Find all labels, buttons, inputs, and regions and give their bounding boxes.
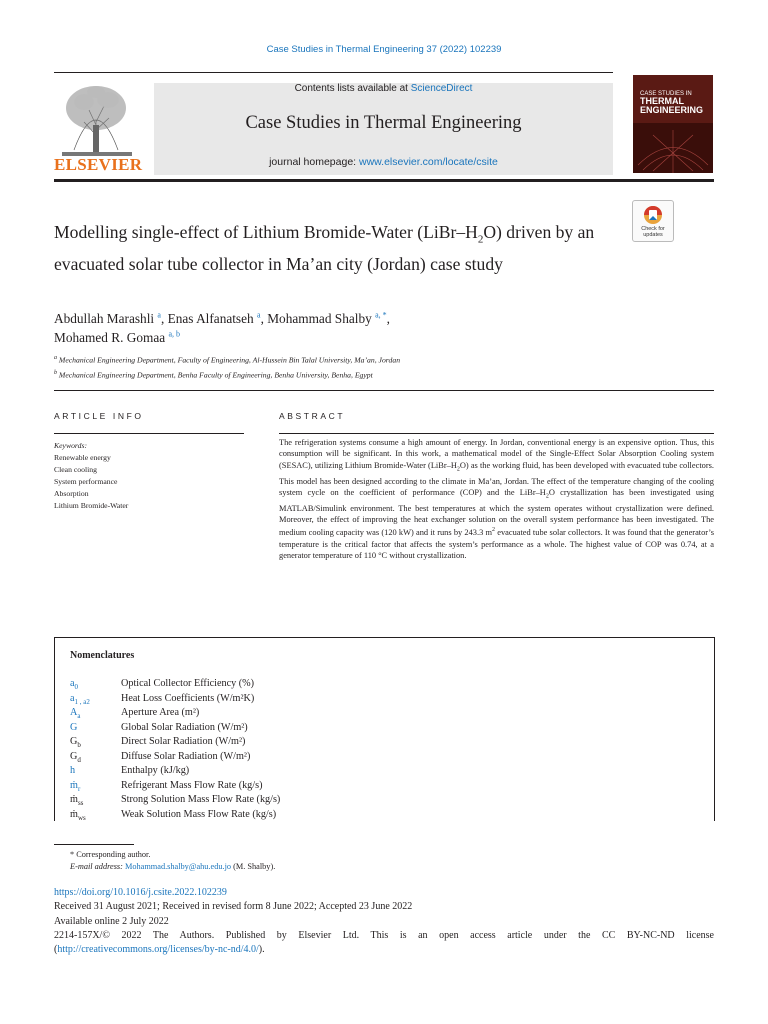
author-affiliation-marker[interactable]: a, *: [375, 310, 387, 320]
nomenclature-row: [70, 693, 670, 707]
keywords-label: Keywords:: [54, 441, 88, 450]
journal-cover-image[interactable]: [633, 75, 713, 173]
author-name: Mohamed R. Gomaa: [54, 330, 166, 345]
author-separator: ,: [386, 311, 390, 326]
symbol-sub: b: [77, 741, 81, 750]
nomenclature-heading: Nomenclatures: [70, 650, 135, 661]
nomenclature-description: Enthalpy (kJ/kg): [121, 765, 190, 776]
nomenclature-row: [70, 794, 670, 808]
nomenclature-symbol[interactable]: [70, 678, 78, 691]
author-separator: ,: [160, 311, 168, 326]
journal-title: Case Studies in Thermal Engineering: [245, 113, 522, 133]
abstract-heading: ABSTRACT: [279, 411, 346, 421]
email-link[interactable]: Mohammad.shalby@ahu.edu.jo: [125, 862, 232, 871]
nomenclature-description: Refrigerant Mass Flow Rate (kg/s): [121, 779, 263, 791]
abstract-p2: O) as the working fluid, has been developed with evacuated tube collectors. This model has been designed according to the climate in Ma’an, Jordan. The effect of the temperature changing of the cooling system cycle on the coefficient of performance (COP) and the LiBr–H: [279, 460, 714, 497]
symbol-base: G: [70, 750, 78, 762]
nomenclature-symbol[interactable]: [70, 780, 80, 793]
footnote-divider: [54, 844, 134, 845]
check-updates-label-1: Check for: [641, 226, 665, 232]
check-updates-label: [633, 226, 673, 238]
nomenclature-box: [54, 637, 715, 821]
title-subscript: 2: [477, 233, 484, 246]
doi-link[interactable]: https://doi.org/10.1016/j.csite.2022.102239: [54, 887, 227, 898]
symbol-base: ṁ: [70, 779, 78, 791]
cover-title-line2: THERMAL: [640, 96, 684, 106]
symbol-sub: a: [77, 712, 81, 721]
homepage-link[interactable]: www.elsevier.com/locate/csite: [359, 156, 498, 168]
publication-info: [54, 886, 714, 957]
license-close: ).: [258, 944, 265, 956]
nomenclature-symbol[interactable]: [70, 707, 80, 720]
nomenclature-symbol: [70, 809, 86, 822]
abstract-sub2: 2: [545, 493, 549, 500]
symbol-sub: r: [77, 784, 81, 793]
nomenclature-description: Aperture Area (m²): [121, 707, 200, 718]
author-affiliation-marker[interactable]: a: [257, 310, 261, 320]
nomenclature-description: Weak Solution Mass Flow Rate (kg/s): [121, 808, 277, 820]
abstract-sup1: 2: [492, 527, 496, 534]
nomenclature-description: Diffuse Solar Radiation (W/m²): [121, 750, 251, 762]
homepage-prefix: journal homepage:: [269, 156, 359, 168]
symbol-sub: ss: [77, 799, 84, 808]
check-for-updates-badge[interactable]: [632, 200, 674, 242]
abstract-p4: evacuated tube solar collectors. It was found that the generator’s temperature is the critical factor that affects the system’s performance as a whole. The highest value of COP was 0.74, at a generator temperature of 110 °C without crystallization.: [279, 528, 714, 560]
received-dates: Received 31 August 2021; Received in revised form 8 June 2022; Accepted 23 June 2022: [54, 901, 413, 913]
check-updates-label-2: updates: [643, 232, 663, 238]
symbol-sub: ws: [77, 813, 86, 822]
nomenclature-description: Strong Solution Mass Flow Rate (kg/s): [121, 794, 281, 805]
email-note: [54, 861, 654, 873]
title-part1: Modelling single-effect of Lithium Bromide-Water (LiBr–H: [54, 222, 478, 242]
header-thick-divider: [54, 179, 714, 182]
nomenclature-row: [70, 736, 670, 750]
affiliations: [54, 352, 654, 381]
symbol-base: h: [70, 765, 76, 776]
nomenclature-symbol: [70, 751, 81, 764]
symbol-base: ṁ: [70, 794, 78, 805]
keyword-item: Absorption: [54, 489, 89, 498]
nomenclature-symbol: [70, 794, 83, 807]
cover-title: [640, 91, 703, 115]
contents-line: [154, 83, 613, 94]
keyword-item: Renewable energy: [54, 453, 111, 462]
keyword-item: Lithium Bromide-Water: [54, 501, 129, 510]
corresponding-text: Corresponding author.: [76, 850, 151, 859]
symbol-base: A: [70, 707, 78, 718]
journal-homepage: [154, 156, 613, 168]
symbol-base: G: [70, 736, 78, 747]
abstract-text: [279, 437, 714, 561]
nomenclature-symbol[interactable]: [70, 693, 90, 706]
contents-prefix: Contents lists available at: [294, 83, 411, 94]
nomenclature-description: Global Solar Radiation (W/m²): [121, 721, 248, 733]
email-label: E-mail address:: [70, 862, 125, 871]
nomenclature-row: [70, 722, 670, 736]
cover-title-line3: ENGINEERING: [640, 105, 704, 115]
abstract-divider: [279, 433, 714, 434]
elsevier-wordmark: ELSEVIER: [54, 155, 143, 174]
nomenclature-description: Direct Solar Radiation (W/m²): [121, 736, 246, 747]
affiliation-marker: b: [54, 369, 57, 376]
nomenclature-symbol[interactable]: [70, 765, 75, 778]
available-online: Available online 2 July 2022: [54, 915, 169, 927]
affiliation-marker: a: [54, 355, 57, 361]
article-info-divider: [54, 433, 244, 434]
nomenclature-row: [70, 707, 670, 721]
footnotes: [54, 849, 654, 873]
author-name: Abdullah Marashli: [54, 311, 155, 326]
keywords-block: [54, 440, 254, 512]
symbol-sub: 0: [74, 683, 79, 692]
footnote-asterisk: *: [70, 850, 77, 859]
nomenclature-description: Heat Loss Coefficients (W/m²K): [121, 692, 255, 704]
abstract-p1: The refrigeration systems consume a high amount of energy. In Jordan, conventional energy is an expensive option. Thus, this consumption will be significant. In this work, a mathematical model of the Single-Effect Solar Absorption Cooling system (SESAC), utilizing Lithium Bromide-Water (LiBr–H: [279, 438, 714, 470]
keyword-item: Clean cooling: [54, 465, 97, 474]
affiliation-b: [54, 367, 654, 382]
author-name: Enas Alfanatseh: [167, 311, 254, 326]
symbol-base: ṁ: [70, 808, 78, 820]
author-separator: ,: [260, 311, 268, 326]
affiliation-text: Mechanical Engineering Department, Benha Faculty of Engineering, Benha University, Benha, Egypt: [58, 370, 373, 380]
cover-title-line1: CASE STUDIES IN: [640, 91, 692, 97]
abstract-sub1: 2: [456, 466, 460, 473]
article-info-heading: ARTICLE INFO: [54, 411, 144, 421]
author-affiliation-marker[interactable]: a: [157, 310, 161, 320]
license-open: (: [54, 944, 58, 956]
license-line: 2214-157X/© 2022 The Authors. Published by Elsevier Ltd. This is an open access article under the CC BY-NC-ND license: [54, 929, 714, 941]
journal-citation[interactable]: Case Studies in Thermal Engineering 37 (2022) 102239: [266, 44, 502, 55]
affiliation-a: [54, 352, 654, 367]
cover-graphic: [633, 75, 713, 173]
symbol-base: a: [70, 692, 75, 704]
license-url-line: [54, 943, 714, 957]
section-divider: [54, 390, 714, 391]
article-title: [54, 220, 624, 276]
nomenclature-row: [70, 809, 670, 823]
keyword-item: System performance: [54, 477, 118, 486]
sciencedirect-link[interactable]: ScienceDirect: [410, 83, 473, 94]
affiliation-text: Mechanical Engineering Department, Faculty of Engineering, Al-Hussein Bin Talal University, Ma’an, Jordan: [58, 355, 401, 365]
author-list: [54, 309, 614, 347]
nomenclature-symbol: [70, 736, 81, 749]
nomenclature-symbol[interactable]: [70, 722, 77, 735]
license-link[interactable]: http://creativecommons.org/licenses/by-nc-nd/4.0/: [57, 944, 259, 956]
nomenclature-row: [70, 780, 670, 794]
email-suffix: (M. Shalby).: [231, 862, 276, 871]
nomenclature-row: [70, 678, 670, 692]
abstract-p3: O crystallization has been investigated using MATLAB/Simulink environment. The best temperatures at which the system operates without crystallization were defined. Moreover, the effect of improving the heat exchanger solution on the overall system performance has been investigated. The medium cooling capacity was (120 kW) and it runs by 243.3 m: [279, 487, 714, 538]
elsevier-tree-icon: [54, 80, 139, 158]
author-name: Mohammad Shalby: [267, 311, 372, 326]
title-part2: O) driven by an evacuated solar tube collector in Ma’an city (Jordan) case study: [54, 222, 595, 274]
header-divider: [54, 72, 613, 73]
author-affiliation-marker[interactable]: a, b: [168, 329, 181, 339]
elsevier-logo: [54, 80, 143, 175]
corresponding-author-note: [54, 849, 654, 861]
journal-banner: [154, 83, 613, 175]
nomenclature-row: [70, 751, 670, 765]
symbol-base: G: [70, 721, 78, 733]
symbol-sub: 1 , a2: [74, 697, 90, 706]
symbol-base: a: [70, 678, 75, 689]
nomenclature-description: Optical Collector Efficiency (%): [121, 678, 255, 689]
symbol-sub: d: [77, 755, 81, 764]
nomenclature-row: [70, 765, 670, 779]
